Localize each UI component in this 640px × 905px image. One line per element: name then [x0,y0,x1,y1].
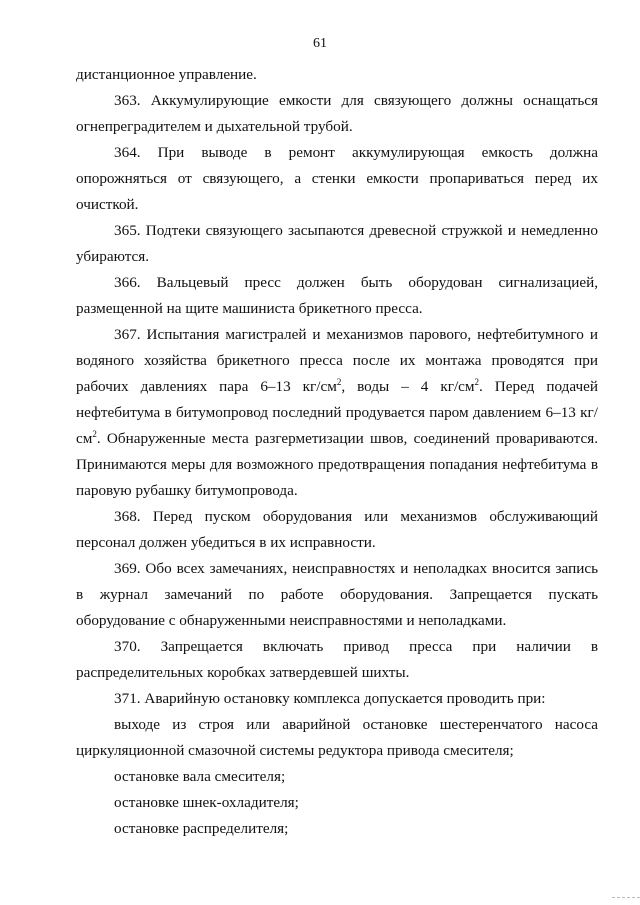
paragraph-371: 371. Аварийную остановку комплекса допускается проводить при: [114,690,546,707]
paragraph-367-part-b: , воды – 4 кг/см [341,378,475,395]
list-item-mixer-shaft: остановке вала смесителя; [114,768,286,785]
paragraph-365: 365. Подтеки связующего засыпаются древесной стружкой и немедленно убираются. [76,222,598,265]
page-number: 61 [313,36,327,51]
paragraph-363: 363. Аккумулирующие емкости для связующего должны оснащаться огнепреградителем и дыхательной трубой. [76,92,598,135]
paragraph-370: 370. Запрещается включать привод пресса при наличии в распределительных коробках затвердевшей шихты. [76,638,598,681]
paragraph-367-part-a: 367. Испытания магистралей и механизмов парового, нефтебитумного и водяного хозяйства брикетного пресса после их монтажа проводятся при рабочих давлениях пара 6–13 кг/см [76,326,598,395]
superscript-squared: 2 [92,428,97,439]
list-item-distributor: остановке распределителя; [114,820,289,837]
paragraph-368: 368. Перед пуском оборудования или механизмов обслуживающий персонал должен убедиться в их исправности. [76,508,598,551]
scan-edge-mark [612,897,640,899]
list-item-pump-failure: выходе из строя или аварийной остановке шестеренчатого насоса циркуляционной смазочной системы редуктора привода смесителя; [76,716,598,759]
paragraph-367-part-d: . Обнаруженные места разгерметизации швов, соединений провариваются. Принимаются меры для возможного предотвращения попадания нефтебитума в паровую рубашку битумопровода. [76,430,598,499]
superscript-squared: 2 [474,376,480,387]
document-body [76,62,598,842]
paragraph-366: 366. Вальцевый пресс должен быть оборудован сигнализацией, размещенной на щите машиниста брикетного пресса. [76,274,598,317]
paragraph-367 [76,322,598,504]
paragraph-369: 369. Обо всех замечаниях, неисправностях и неполадках вносится запись в журнал замечаний по работе оборудования. Запрещается пускать оборудование с обнаруженными неисправностями и неполадками. [76,560,598,629]
list-item-screw-cooler: остановке шнек-охладителя; [114,794,299,811]
paragraph-continuation: дистанционное управление. [76,66,257,83]
paragraph-364: 364. При выводе в ремонт аккумулирующая емкость должна опорожняться от связующего, а стенки емкости пропариваться перед их очисткой. [76,144,598,213]
superscript-squared: 2 [336,376,342,387]
paragraph-367-part-c: . Перед подачей нефтебитума в битумопровод последний продувается паром давлением 6–13 кг/см [76,378,598,447]
